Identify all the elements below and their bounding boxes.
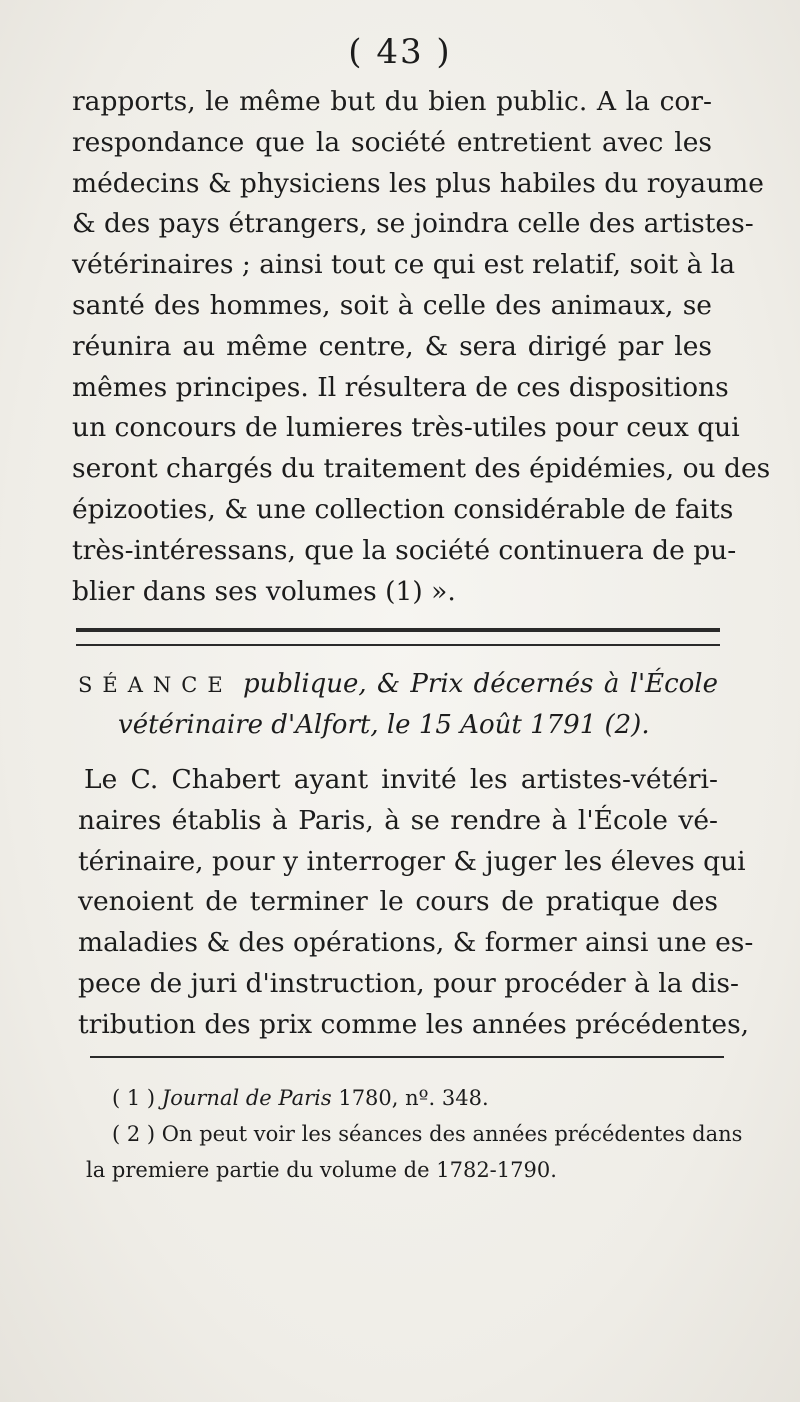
double-rule-divider <box>76 628 720 646</box>
paragraph-top <box>72 82 771 612</box>
footnote-rule <box>90 1056 724 1058</box>
text-line: un concours de lumieres très-utiles pour ceux qui <box>72 412 740 444</box>
text-line: mêmes principes. Il résultera de ces dispositions <box>72 371 729 403</box>
text-line: maladies & des opérations, & former ainsi une es- <box>78 927 754 959</box>
footnote-2-line: ( 2 ) On peut voir les séances des années précédentes dans <box>112 1122 743 1146</box>
text-line: térinaire, pour y interroger & juger les éleves qui <box>78 845 746 877</box>
footnote-1 <box>86 1080 726 1116</box>
text-line: santé des hommes, soit à celle des animaux, se <box>72 289 712 321</box>
footnote-1-text: 1780, nº. 348. <box>331 1086 489 1110</box>
text-line: tribution des prix comme les années précédentes, <box>78 1008 750 1040</box>
footnotes <box>86 1080 743 1188</box>
text-line: venoient de terminer le cours de pratique des <box>78 886 718 918</box>
footnote-1-title: Journal de Paris <box>161 1086 332 1110</box>
heading-line <box>78 664 718 705</box>
text-line: & des pays étrangers, se joindra celle des artistes- <box>72 208 754 240</box>
text-line: pece de juri d'instruction, pour procéder à la dis- <box>78 967 739 999</box>
heading-line: vétérinaire d'Alfort, le 15 Août 1791 (2). <box>118 710 650 740</box>
text-line: seront chargés du traitement des épidémies, ou des <box>72 453 771 485</box>
text-line: vétérinaires ; ainsi tout ce qui est relatif, soit à la <box>72 249 736 281</box>
paragraph-bottom <box>78 760 754 1046</box>
page-number: ( 43 ) <box>348 32 452 72</box>
footnote-2-line: la premiere partie du volume de 1782-1790. <box>86 1158 557 1182</box>
footnote-1-marker: ( 1 ) <box>112 1086 156 1110</box>
text-line: rapports, le même but du bien public. A la cor- <box>72 86 712 117</box>
text-line: réunira au même centre, & sera dirigé par les <box>72 330 712 362</box>
text-line: naires établis à Paris, à se rendre à l'École vé- <box>78 804 718 836</box>
heading-smallcaps: SÉANCE <box>78 673 233 697</box>
text-line: Le C. Chabert ayant invité les artistes-vétéri- <box>84 764 718 795</box>
text-line: médecins & physiciens les plus habiles du royaume <box>72 167 764 199</box>
text-line: épizooties, & une collection considérable de faits <box>72 493 734 525</box>
text-line: très-intéressans, que la société continuera de pu- <box>72 534 737 566</box>
text-line: respondance que la société entretient avec les <box>72 126 712 158</box>
text-line: blier dans ses volumes (1) ». <box>72 575 456 607</box>
section-heading <box>78 664 718 745</box>
heading-line1-text: publique, & Prix décernés à l'École <box>232 669 718 699</box>
